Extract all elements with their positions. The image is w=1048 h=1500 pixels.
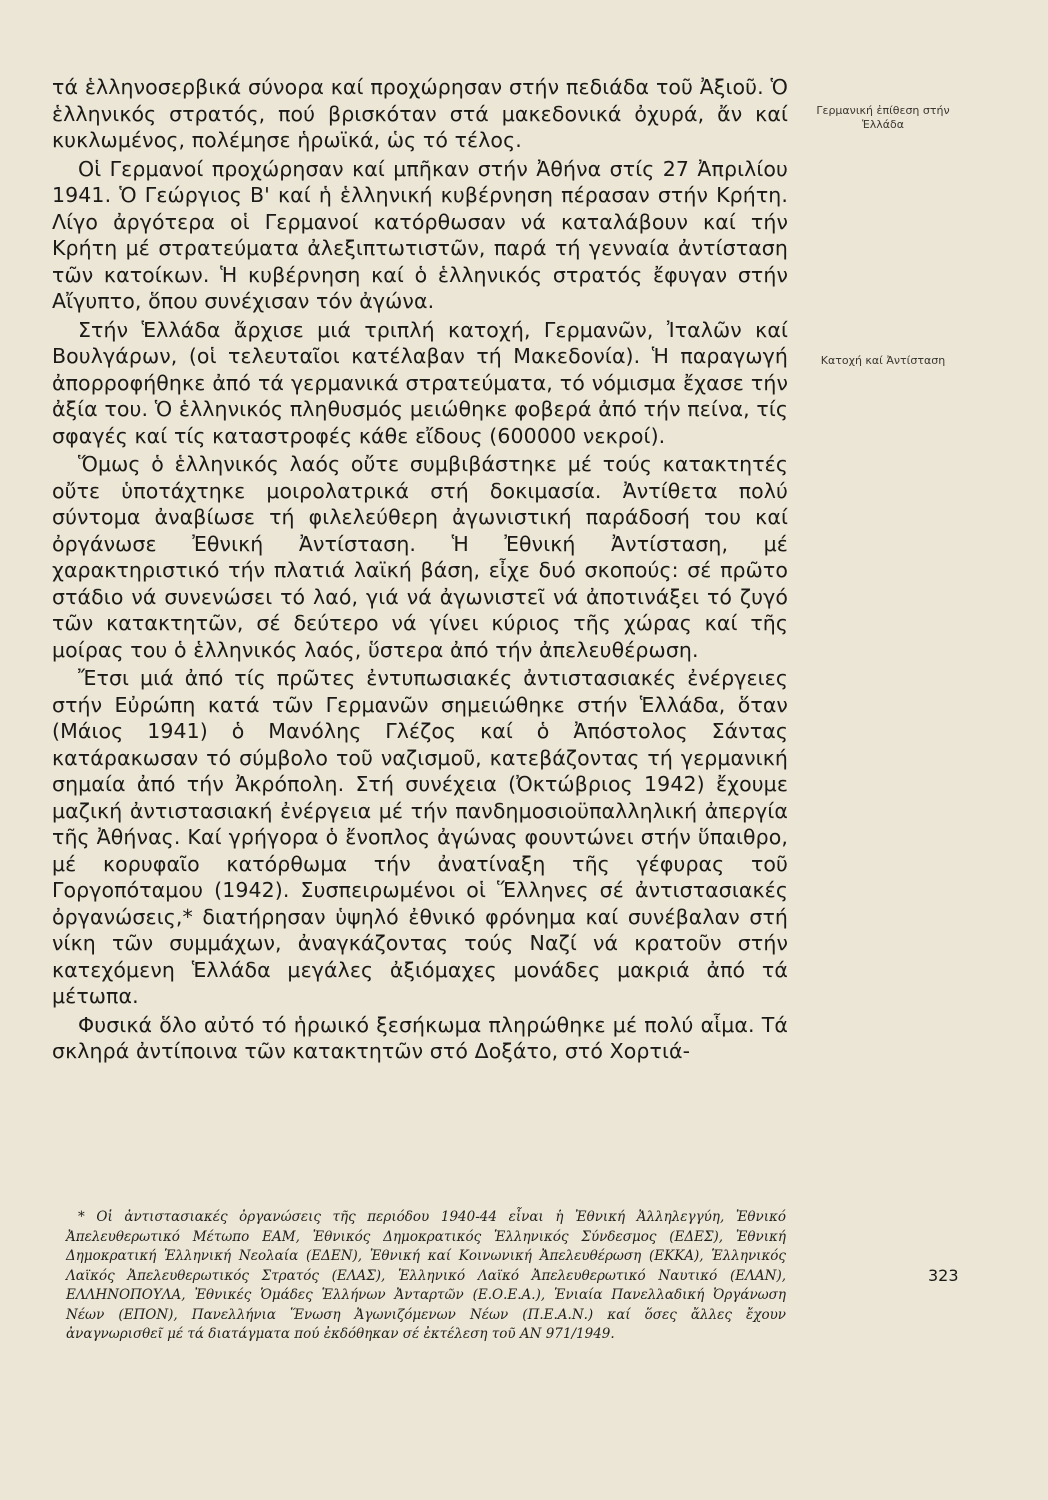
margin-note-german-attack: Γερμανική ἐπίθεση στήν Ἑλλάδα	[816, 104, 950, 131]
paragraph: τά ἑλληνοσερβικά σύνορα καί προχώρησαν στήν πεδιάδα τοῦ Ἀξιοῦ. Ὁ ἑλληνικός στρατός, πού βρισκόταν στά μακεδονικά ὀχυρά, ἄν καί κυκλωμένος, πολέμησε ἡρωϊκά, ὡς τό τέλος.	[52, 75, 788, 152]
main-text-column	[52, 74, 788, 1067]
paragraph: Φυσικά ὅλο αὐτό τό ἡρωικό ξεσήκωμα πληρώθηκε μέ πολύ αἷμα. Τά σκληρά ἀντίποινα τῶν κατακτητῶν στό Δοξάτο, στό Χορτιά-	[52, 1012, 788, 1063]
footnote: * Οἱ ἀντιστασιακές ὀργανώσεις τῆς περιόδου 1940-44 εἶναι ἡ Ἐθνική Ἀλληλεγγύη, Ἐθνικό Ἀπελευθερωτικό Μέτωπο ΕΑΜ, Ἐθνικός Δημοκρατικός Ἑλληνικός Σύνδεσμος (ΕΔΕΣ), Ἐθνική Δημοκρατική Ἑλληνική Νεολαία (ΕΔΕΝ), Ἐθνική καί Κοινωνική Ἀπελευθέρωση (ΕΚΚΑ), Ἑλληνικός Λαϊκός Ἀπελευθερωτικός Στρατός (ΕΛΑΣ), Ἑλληνικό Λαϊκό Ἀπελευθερωτικό Ναυτικό (ΕΛΑΝ), ΕΛΛΗΝΟΠΟΥΛΑ, Ἐθνικές Ὁμάδες Ἑλλήνων Ἀνταρτῶν (Ε.Ο.Ε.Α.), Ἑνιαία Πανελλαδική Ὀργάνωση Νέων (ΕΠΟΝ), Πανελλήνια Ἕνωση Ἀγωνιζόμενων Νέων (Π.Ε.Α.Ν.) καί ὅσες ἄλλες ἔχουν ἀναγνωρισθεῖ μέ τά διατάγματα πού ἐκδόθηκαν σέ ἐκτέλεση τοῦ ΑΝ 971/1949.	[66, 1209, 786, 1342]
paragraph: Ὅμως ὁ ἑλληνικός λαός οὔτε συμβιβάστηκε μέ τούς κατακτητές οὔτε ὑποτάχτηκε μοιρολατρικά στή δοκιμασία. Ἀντίθετα πολύ σύντομα ἀναβίωσε τή φιλελεύθερη ἀγωνιστική παράδοσή του καί ὀργάνωσε Ἐθνική Ἀντίσταση. Ἡ Ἐθνική Ἀντίσταση, μέ χαρακτηριστικό τήν πλατιά λαϊκή βάση, εἶχε δυό σκοπούς: σέ πρῶτο στάδιο νά συνενώσει τό λαό, γιά νά ἀγωνιστεῖ νά ἀποτινάξει τό ζυγό τῶν κατακτητῶν, σέ δεύτερο νά γίνει κύριος τῆς χώρας καί τῆς μοίρας του ὁ ἑλληνικός λαός, ὕστερα ἀπό τήν ἀπελευθέρωση.	[52, 452, 788, 662]
paragraph: Στήν Ἑλλάδα ἄρχισε μιά τριπλή κατοχή, Γερμανῶν, Ἰταλῶν καί Βουλγάρων, (οἱ τελευταῖοι κατέλαβαν τή Μακεδονία). Ἡ παραγωγή ἀπορροφήθηκε ἀπό τά γερμανικά στρατεύματα, τό νόμισμα ἔχασε τήν ἀξία του. Ὁ ἑλληνικός πληθυσμός μειώθηκε φοβερά ἀπό τήν πείνα, τίς σφαγές καί τίς καταστροφές κάθε εἴδους (600000 νεκροί).	[52, 317, 788, 448]
paragraph: Οἱ Γερμανοί προχώρησαν καί μπῆκαν στήν Ἀθήνα στίς 27 Ἀπριλίου 1941. Ὁ Γεώργιος Β' καί ἡ ἑλληνική κυβέρνηση πέρασαν στήν Κρήτη. Λίγο ἀργότερα οἱ Γερμανοί κατόρθωσαν νά καταλάβουν καί τήν Κρήτη μέ στρατεύματα ἀλεξιπτωτιστῶν, παρά τή γενναία ἀντίσταση τῶν κατοίκων. Ἡ κυβέρνηση καί ὁ ἑλληνικός στρατός ἔφυγαν στήν Αἴγυπτο, ὅπου συνέχισαν τόν ἀγώνα.	[52, 156, 788, 313]
margin-note-occupation-resistance: Κατοχή καί Ἀντίσταση	[820, 354, 946, 367]
paragraph: Ἔτσι μιά ἀπό τίς πρῶτες ἐντυπωσιακές ἀντιστασιακές ἐνέργειες στήν Εὐρώπη κατά τῶν Γερμανῶν σημειώθηκε στήν Ἑλλάδα, ὅταν (Μάιος 1941) ὁ Μανόλης Γλέζος καί ὁ Ἀπόστολος Σάντας κατάρακωσαν τό σύμβολο τοῦ ναζισμοῦ, κατεβάζοντας τή γερμανική σημαία ἀπό τήν Ἀκρόπολη. Στή συνέχεια (Ὀκτώβριος 1942) ἔχουμε μαζική ἀντιστασιακή ἐνέργεια μέ τήν πανδημοσιοϋπαλληλική ἀπεργία τῆς Ἀθήνας. Καί γρήγορα ὁ ἔνοπλος ἀγώνας φουντώνει στήν ὕπαιθρο, μέ κορυφαῖο κατόρθωμα τήν ἀνατίναξη τῆς γέφυρας τοῦ Γοργοπόταμου (1942). Συσπειρωμένοι οἱ Ἕλληνες σέ ἀντιστασιακές ὀργανώσεις,* διατήρησαν ὑψηλό ἐθνικό φρόνημα καί συνέβαλαν στή νίκη τῶν συμμάχων, ἀναγκάζοντας τούς Ναζί νά κρατοῦν στήν κατεχόμενη Ἑλλάδα μεγάλες ἀξιόμαχες μονάδες μακριά ἀπό τά μέτωπα.	[52, 666, 788, 1008]
page-number: 323	[928, 1266, 959, 1285]
